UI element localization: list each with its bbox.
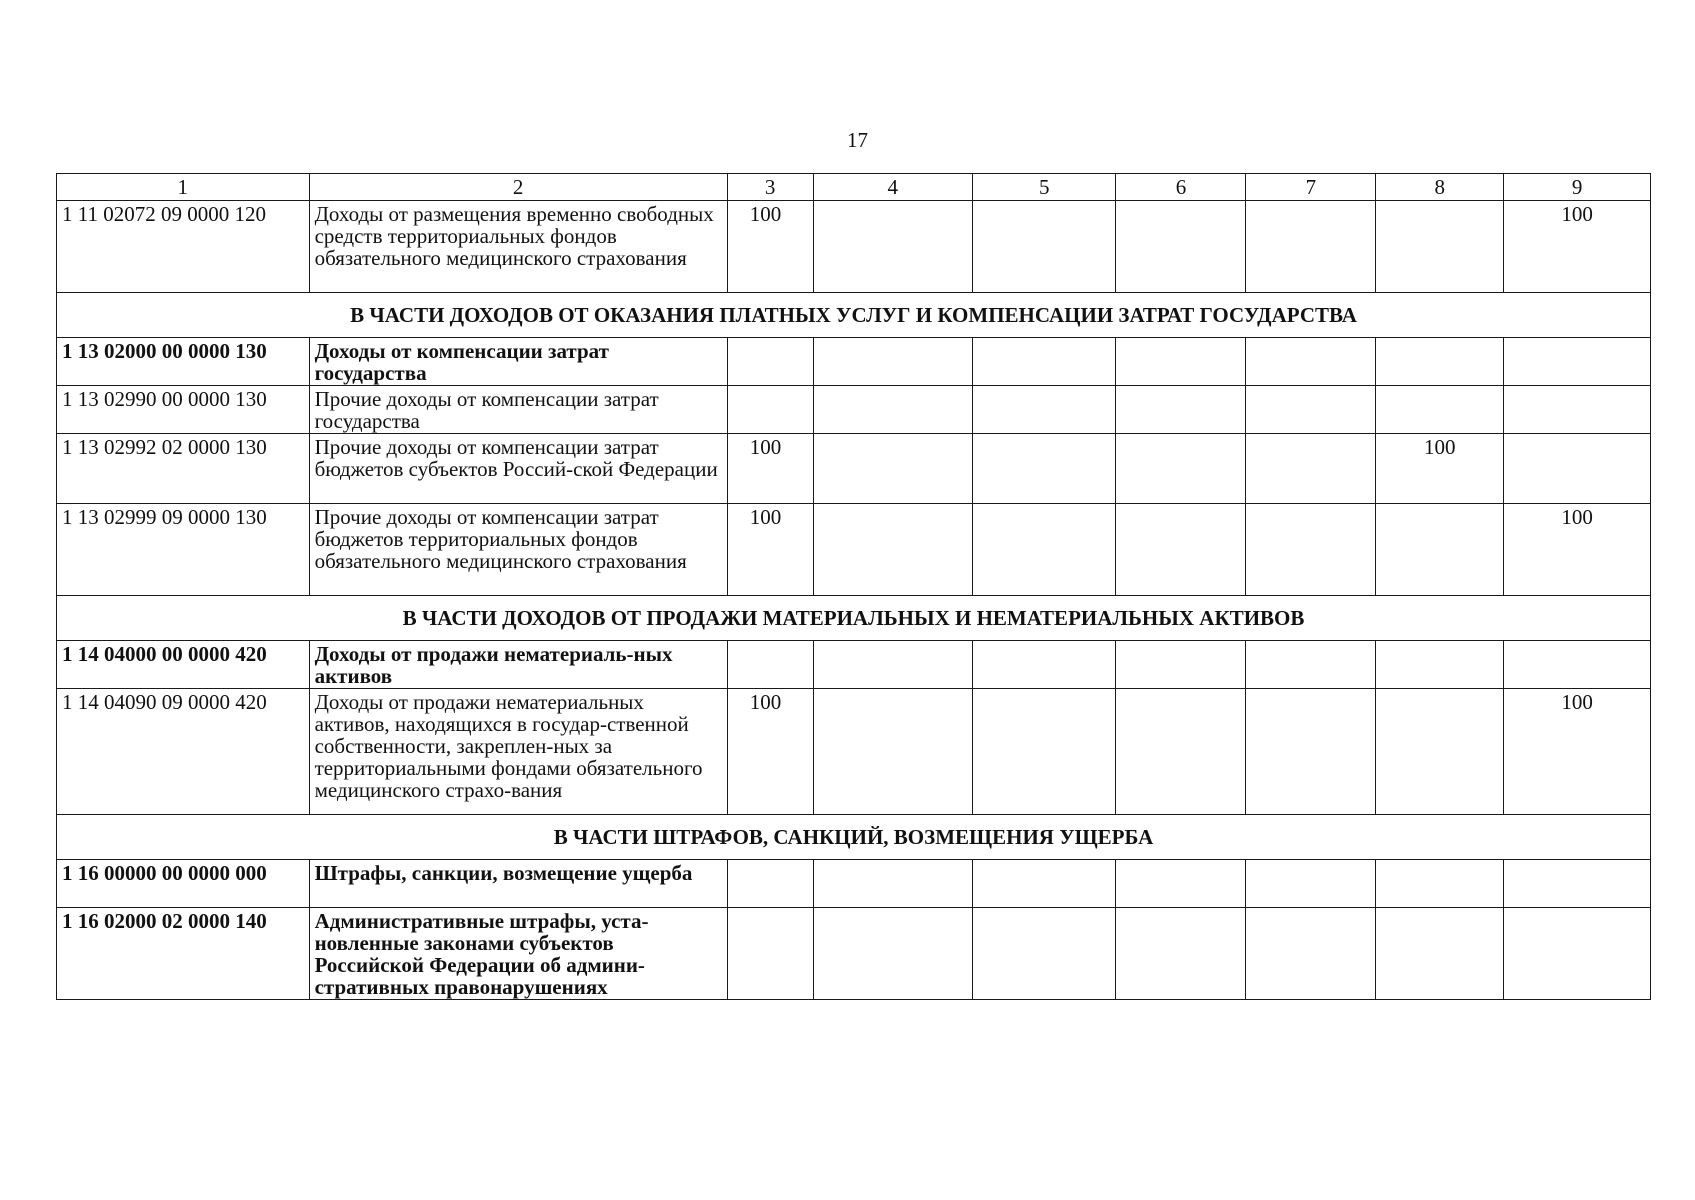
value-cell-col-9: 100 — [1504, 689, 1651, 815]
column-header: 2 — [309, 174, 727, 201]
table-row — [57, 338, 1651, 386]
value-cell-col-6 — [1116, 201, 1246, 293]
value-cell-col-7 — [1246, 908, 1376, 1000]
value-cell-col-6 — [1116, 641, 1246, 689]
value-cell-col-3 — [727, 641, 813, 689]
income-name-cell: Доходы от продажи нематериальных активов, находящихся в государ-ственной собственности, закреплен-ных за территориальными фондами обязательного медицинского страхо-вания — [309, 689, 727, 815]
table-row — [57, 860, 1651, 908]
column-header: 8 — [1376, 174, 1504, 201]
section-title: В ЧАСТИ ДОХОДОВ ОТ ОКАЗАНИЯ ПЛАТНЫХ УСЛУГ И КОМПЕНСАЦИИ ЗАТРАТ ГОСУДАРСТВА — [57, 293, 1651, 338]
value-cell-col-4 — [813, 504, 972, 596]
value-cell-col-5 — [972, 434, 1116, 504]
table-row — [57, 641, 1651, 689]
value-cell-col-3: 100 — [727, 689, 813, 815]
value-cell-col-3 — [727, 338, 813, 386]
budget-code-cell: 1 14 04000 00 0000 420 — [57, 641, 310, 689]
value-cell-col-8 — [1376, 908, 1504, 1000]
value-cell-col-5 — [972, 641, 1116, 689]
value-cell-col-3: 100 — [727, 201, 813, 293]
header-row — [57, 174, 1651, 201]
column-header: 1 — [57, 174, 310, 201]
column-header: 4 — [813, 174, 972, 201]
value-cell-col-8: 100 — [1376, 434, 1504, 504]
value-cell-col-6 — [1116, 504, 1246, 596]
column-header: 7 — [1246, 174, 1376, 201]
value-cell-col-6 — [1116, 434, 1246, 504]
table-row — [57, 504, 1651, 596]
value-cell-col-6 — [1116, 908, 1246, 1000]
value-cell-col-6 — [1116, 338, 1246, 386]
value-cell-col-7 — [1246, 386, 1376, 434]
table-row — [57, 386, 1651, 434]
value-cell-col-6 — [1116, 860, 1246, 908]
value-cell-col-9: 100 — [1504, 201, 1651, 293]
value-cell-col-3: 100 — [727, 504, 813, 596]
value-cell-col-4 — [813, 434, 972, 504]
income-name-cell: Штрафы, санкции, возмещение ущерба — [309, 860, 727, 908]
table-row — [57, 908, 1651, 1000]
value-cell-col-4 — [813, 338, 972, 386]
column-header: 3 — [727, 174, 813, 201]
value-cell-col-5 — [972, 860, 1116, 908]
value-cell-col-8 — [1376, 201, 1504, 293]
income-name-cell: Административные штрафы, уста-новленные законами субъектов Российской Федерации об админи-стративных правонарушениях — [309, 908, 727, 1000]
value-cell-col-9 — [1504, 434, 1651, 504]
value-cell-col-7 — [1246, 504, 1376, 596]
budget-code-cell: 1 13 02000 00 0000 130 — [57, 338, 310, 386]
section-header-row — [57, 596, 1651, 641]
value-cell-col-3: 100 — [727, 434, 813, 504]
income-name-cell: Доходы от продажи нематериаль-ных активов — [309, 641, 727, 689]
value-cell-col-4 — [813, 201, 972, 293]
value-cell-col-8 — [1376, 504, 1504, 596]
value-cell-col-7 — [1246, 689, 1376, 815]
value-cell-col-8 — [1376, 860, 1504, 908]
value-cell-col-3 — [727, 386, 813, 434]
value-cell-col-7 — [1246, 641, 1376, 689]
value-cell-col-8 — [1376, 641, 1504, 689]
value-cell-col-6 — [1116, 386, 1246, 434]
budget-code-cell: 1 11 02072 09 0000 120 — [57, 201, 310, 293]
value-cell-col-5 — [972, 689, 1116, 815]
value-cell-col-5 — [972, 338, 1116, 386]
value-cell-col-4 — [813, 860, 972, 908]
column-header: 6 — [1116, 174, 1246, 201]
budget-code-cell: 1 13 02999 09 0000 130 — [57, 504, 310, 596]
budget-code-cell: 1 14 04090 09 0000 420 — [57, 689, 310, 815]
table-body — [57, 201, 1651, 1000]
value-cell-col-4 — [813, 689, 972, 815]
value-cell-col-7 — [1246, 434, 1376, 504]
value-cell-col-8 — [1376, 386, 1504, 434]
page-number: 17 — [847, 128, 868, 152]
value-cell-col-4 — [813, 386, 972, 434]
budget-code-cell: 1 16 02000 02 0000 140 — [57, 908, 310, 1000]
budget-code-cell: 1 13 02990 00 0000 130 — [57, 386, 310, 434]
value-cell-col-9 — [1504, 908, 1651, 1000]
value-cell-col-9 — [1504, 641, 1651, 689]
value-cell-col-8 — [1376, 689, 1504, 815]
income-name-cell: Прочие доходы от компенсации затрат государства — [309, 386, 727, 434]
value-cell-col-6 — [1116, 689, 1246, 815]
column-header: 5 — [972, 174, 1116, 201]
table-row — [57, 689, 1651, 815]
value-cell-col-3 — [727, 908, 813, 1000]
value-cell-col-7 — [1246, 338, 1376, 386]
budget-table — [56, 173, 1651, 1000]
income-name-cell: Прочие доходы от компенсации затрат бюджетов субъектов Россий-ской Федерации — [309, 434, 727, 504]
value-cell-col-4 — [813, 641, 972, 689]
table-row — [57, 434, 1651, 504]
income-name-cell: Доходы от размещения временно свободных средств территориальных фондов обязательного медицинского страхования — [309, 201, 727, 293]
value-cell-col-4 — [813, 908, 972, 1000]
income-name-cell: Прочие доходы от компенсации затрат бюджетов территориальных фондов обязательного медицинского страхования — [309, 504, 727, 596]
value-cell-col-9 — [1504, 860, 1651, 908]
value-cell-col-3 — [727, 860, 813, 908]
value-cell-col-9: 100 — [1504, 504, 1651, 596]
value-cell-col-7 — [1246, 860, 1376, 908]
value-cell-col-7 — [1246, 201, 1376, 293]
budget-code-cell: 1 16 00000 00 0000 000 — [57, 860, 310, 908]
section-header-row — [57, 293, 1651, 338]
budget-code-cell: 1 13 02992 02 0000 130 — [57, 434, 310, 504]
section-title: В ЧАСТИ ШТРАФОВ, САНКЦИЙ, ВОЗМЕЩЕНИЯ УЩЕРБА — [57, 815, 1651, 860]
value-cell-col-5 — [972, 201, 1116, 293]
value-cell-col-9 — [1504, 386, 1651, 434]
section-header-row — [57, 815, 1651, 860]
income-name-cell: Доходы от компенсации затрат государства — [309, 338, 727, 386]
value-cell-col-5 — [972, 504, 1116, 596]
table-row — [57, 201, 1651, 293]
column-header: 9 — [1504, 174, 1651, 201]
value-cell-col-8 — [1376, 338, 1504, 386]
value-cell-col-5 — [972, 908, 1116, 1000]
value-cell-col-9 — [1504, 338, 1651, 386]
section-title: В ЧАСТИ ДОХОДОВ ОТ ПРОДАЖИ МАТЕРИАЛЬНЫХ И НЕМАТЕРИАЛЬНЫХ АКТИВОВ — [57, 596, 1651, 641]
value-cell-col-5 — [972, 386, 1116, 434]
